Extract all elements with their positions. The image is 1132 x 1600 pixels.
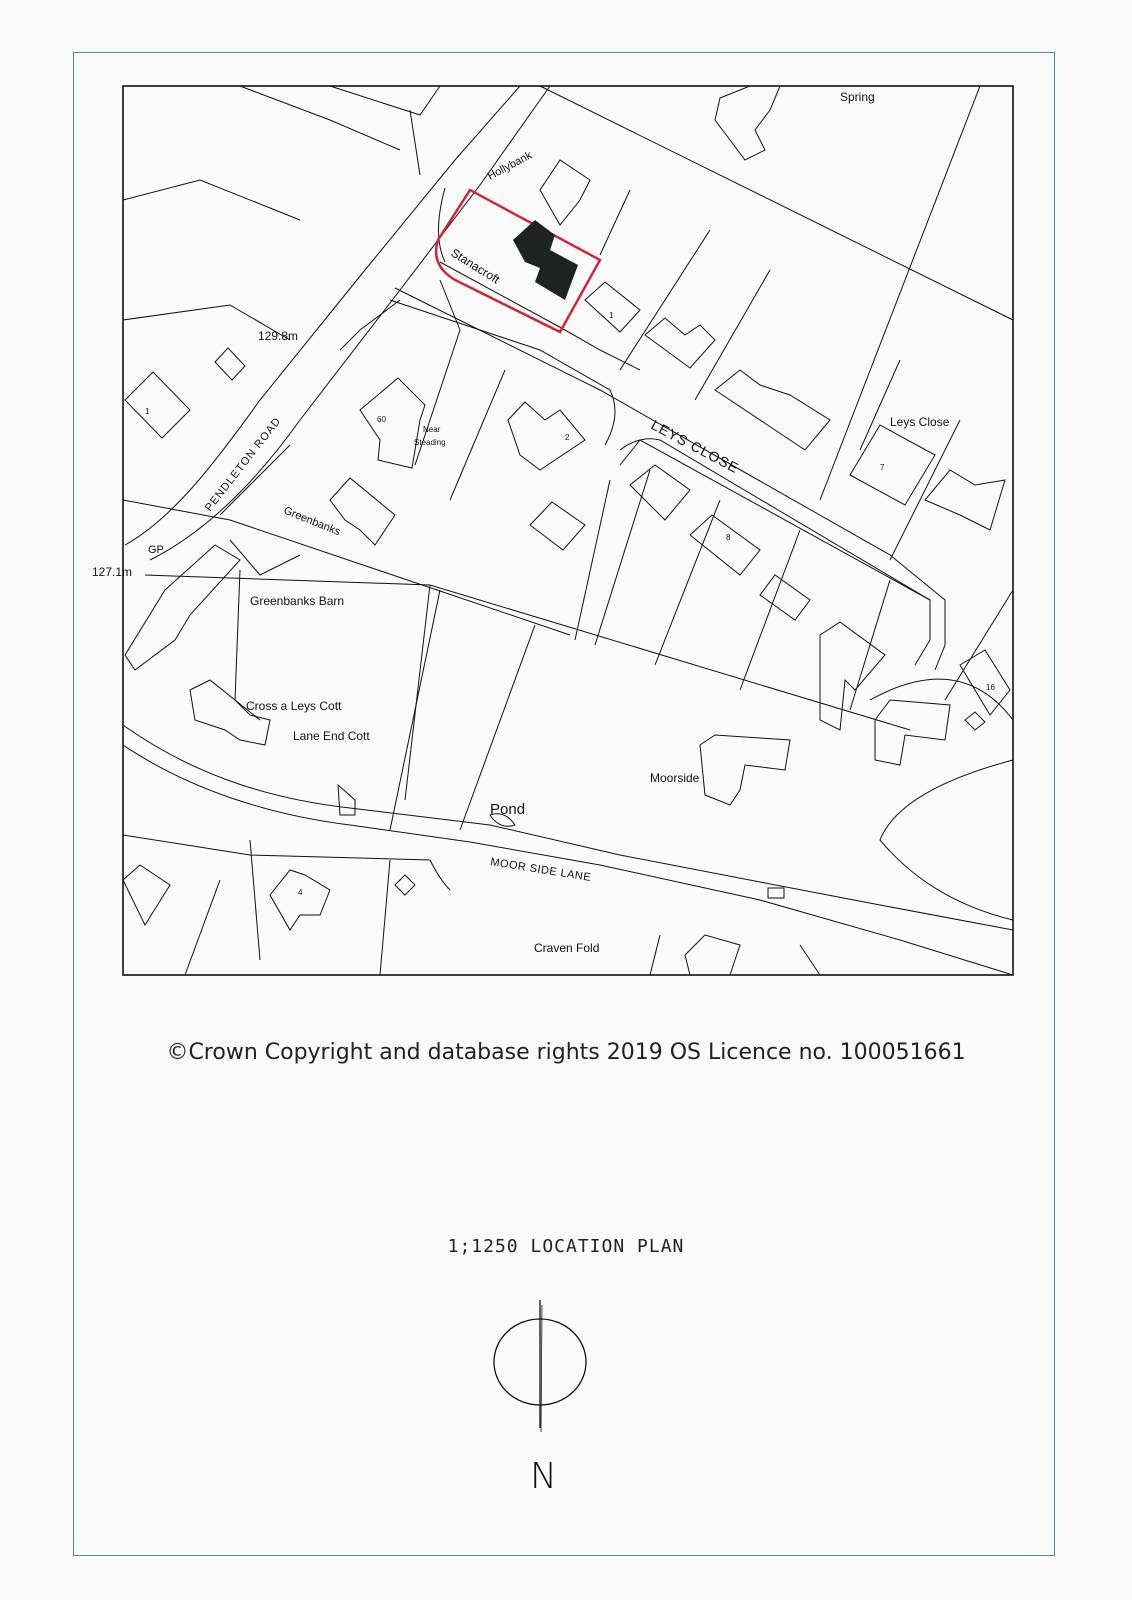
leys-close-edge-3 [395,288,945,670]
label-4: 4 [298,888,303,897]
building-60 [360,378,425,468]
label-1-east: 1 [609,311,614,320]
label-stanacroft: Stanacroft [448,245,503,287]
plot-20 [860,360,900,450]
label-gp: GP [148,544,164,556]
plot-16 [620,230,710,370]
pendleton-road-east-edge [150,86,550,560]
plot-26 [240,86,400,150]
plot-29 [123,180,300,220]
building-8 [690,515,760,575]
label-hollybank: Hollybank [485,149,535,183]
plot-30 [340,300,400,350]
building-small-5 [395,875,415,895]
building-2 [508,402,585,470]
map-linework [123,86,1013,975]
plot-15 [600,190,630,255]
label-steading: Steading [414,438,446,447]
building-east-1 [875,700,950,765]
plot-28 [410,110,420,175]
building-greenbanks [330,478,395,545]
building-spring [715,86,780,160]
plot-8 [575,480,610,640]
label-craven-fold: Craven Fold [534,941,600,955]
plot-5 [405,585,430,800]
plot-32 [230,540,300,575]
plot-17 [695,270,770,400]
building-hollybank [540,160,590,225]
label-60: 60 [377,415,386,424]
building-small-1 [215,348,245,380]
building-long [715,370,830,450]
label-leys-close-road: LEYS CLOSE [648,416,742,477]
label-2: 2 [565,433,570,442]
plot-7 [460,625,535,830]
map-boundary [123,86,1013,975]
plot-31 [440,280,460,330]
building-1-west [125,372,190,438]
label-moorside: Moorside [650,771,700,785]
site-building [513,220,578,300]
label-1-west: 1 [145,407,150,416]
label-pendleton-road: PENDLETON ROAD [202,415,284,514]
label-pond: Pond [490,801,526,818]
building-small-3 [630,465,690,520]
building-small-4 [760,575,810,620]
pendleton-road-west-edge [125,86,520,545]
building-curved [820,622,885,730]
building-4 [270,870,330,930]
building-16 [960,650,1010,715]
building-leys-close-east [925,470,1005,530]
north-arrow-icon [494,1300,586,1432]
label-7: 7 [880,463,885,472]
plot-19 [820,86,980,500]
copyright-notice: ©Crown Copyright and database rights 2019 OS Licence no. 100051661 [166,1040,966,1065]
building-small-2 [530,502,585,550]
field-boundary-1 [123,835,430,860]
plan-title: 1;1250 LOCATION PLAN [447,1236,685,1257]
plot-25 [880,760,1013,920]
plot-21 [890,420,960,560]
building-craven-fold [685,935,740,975]
label-spring: Spring [840,90,875,104]
building-tiny-2 [768,888,784,898]
building-moorside [700,735,790,805]
lane-spur [430,860,450,890]
building-southwest [123,865,170,925]
label-greenbanks-barn: Greenbanks Barn [250,594,345,608]
leys-close-edge-2 [390,300,615,445]
label-moor-side-lane: MOOR SIDE LANE [489,856,592,884]
label-cross-a-leys-cott: Cross a Leys Cott [246,699,342,713]
road-bend [439,188,446,262]
building-near-leys [645,318,715,368]
building-7 [850,425,935,505]
building-west-row [125,545,240,670]
field-boundary-5 [650,935,660,975]
plot-12 [655,500,720,665]
field-boundary-3 [380,860,390,975]
field-boundary-4 [185,880,220,975]
label-elevation-1: 129.8m [258,329,299,343]
label-16: 16 [986,683,995,692]
plot-9 [450,370,505,500]
label-greenbanks: Greenbanks [281,504,342,539]
plot-14 [850,580,890,710]
building-1-east [585,282,640,332]
plot-27 [330,86,440,115]
field-boundary-2 [250,840,260,960]
label-lane-end-cott: Lane End Cott [293,729,370,743]
building-small-6 [338,785,355,815]
moor-side-lane-north-edge [123,725,1013,930]
field-boundary-6 [800,945,820,975]
label-near: Near [423,425,441,434]
label-elevation-2: 127.1m [92,565,133,579]
plot-6 [390,590,440,830]
label-leys-close: Leys Close [890,415,950,429]
plot-13 [740,530,800,690]
label-8: 8 [726,533,731,542]
plot-33 [235,570,260,720]
plot-23 [945,590,1013,700]
plot-18 [540,86,1013,320]
north-letter: N [530,1456,557,1497]
building-tiny [965,712,985,730]
